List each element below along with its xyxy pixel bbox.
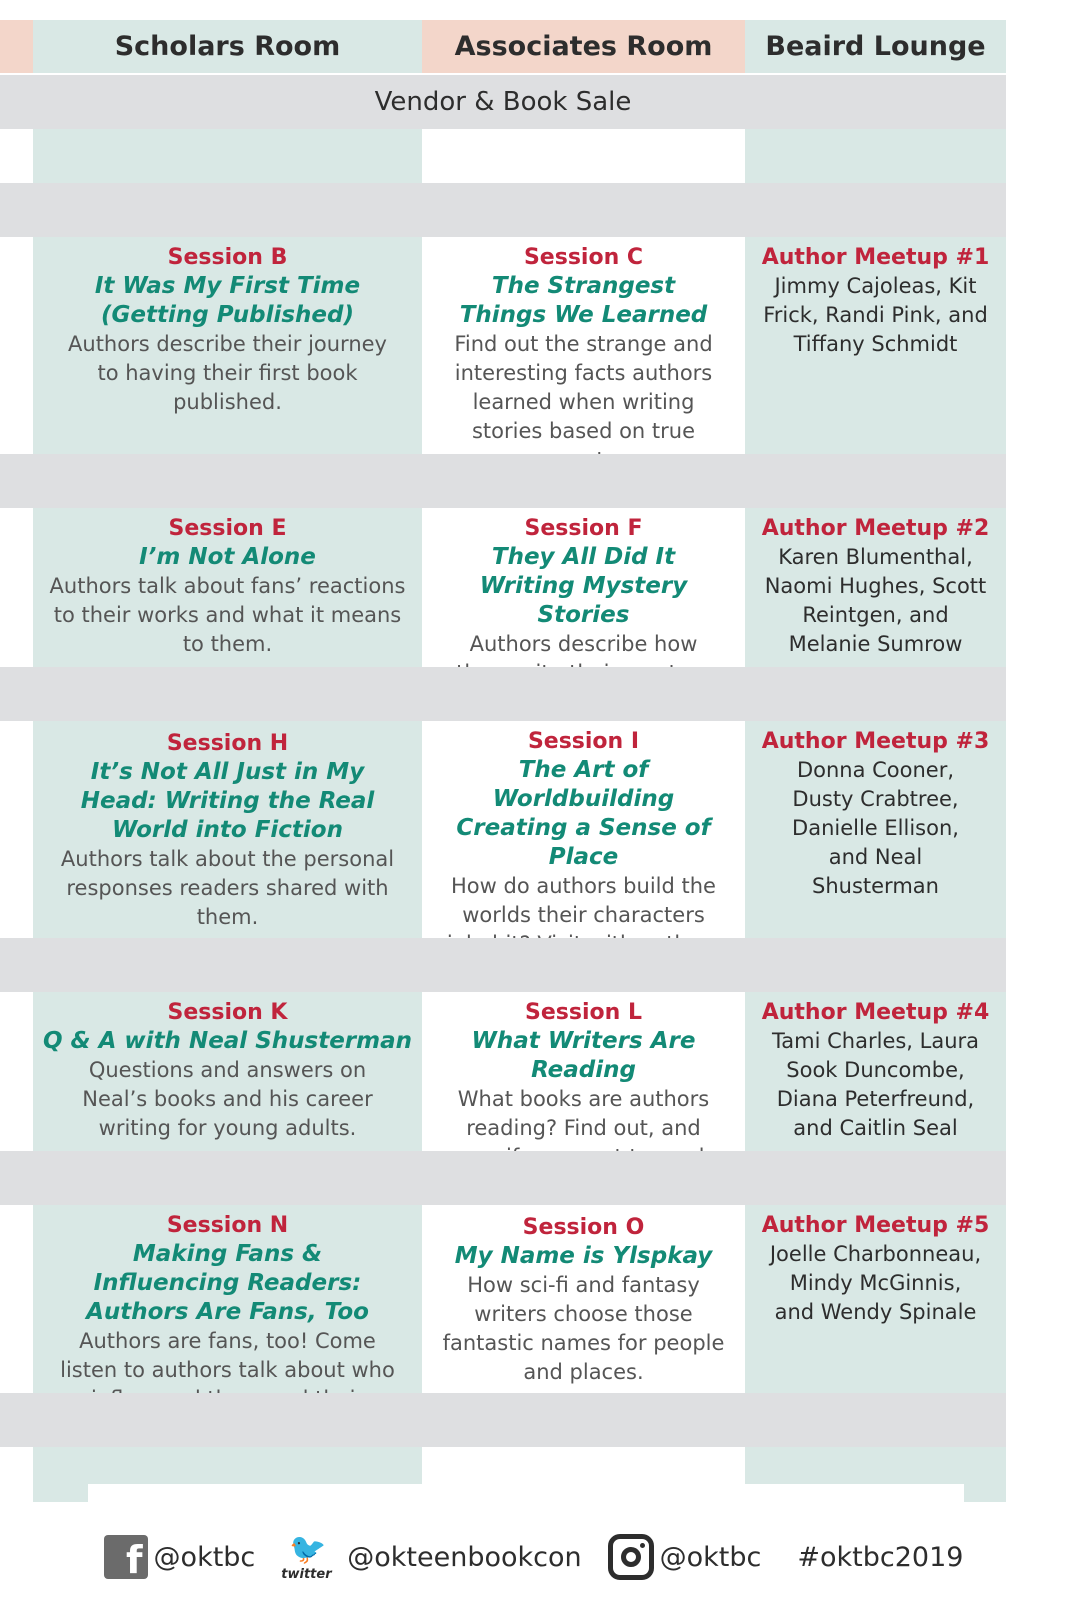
- session-cell: [422, 1205, 745, 1393]
- empty-cell: [33, 129, 422, 183]
- instagram-icon: [608, 1534, 654, 1580]
- facebook-handle: @oktbc: [153, 1541, 256, 1573]
- session-description: Authors talk about the personal responses readers shared with them.: [60, 847, 395, 929]
- session-description: What books are authors reading? Find out, and: [457, 1087, 710, 1140]
- session-title: The Strangest Things We Learned: [459, 273, 708, 328]
- session-description: Authors talk about fans’ reactions to their works and what it means to them.: [49, 574, 406, 656]
- instagram-link[interactable]: [608, 1534, 762, 1580]
- meetup-authors: Jimmy Cajoleas, Kit Frick, Randi Pink, and Tiffany Schmidt: [763, 274, 988, 356]
- session-cell: [422, 237, 745, 454]
- session-title: It’s Not All Just in My Head: Writing the Real World into Fiction: [80, 759, 375, 843]
- session-title: My Name is Ylspkay: [454, 1243, 713, 1269]
- session-code: Session H: [166, 731, 289, 756]
- instagram-handle: @oktbc: [659, 1541, 762, 1573]
- divider-band: [0, 183, 1006, 237]
- session-title: They All Did It Writing Mystery Stories: [479, 544, 688, 628]
- header-left-edge: [0, 20, 33, 73]
- session-title: What Writers Are Reading: [471, 1028, 696, 1083]
- session-code: Session O: [522, 1215, 645, 1240]
- twitter-wordmark: twitter: [281, 1567, 332, 1582]
- session-cell: [33, 721, 422, 938]
- meetup-code: Author Meetup #2: [761, 516, 990, 541]
- social-footer: [0, 1500, 1067, 1614]
- author-meetup-cell: [745, 721, 1006, 938]
- meetup-code: Author Meetup #1: [761, 245, 990, 270]
- session-title: It Was My First Time (Getting Published): [94, 273, 361, 328]
- session-description: Authors are fans, too! Come listen to authors talk about who: [60, 1329, 395, 1382]
- meetup-authors: Joelle Charbonneau, Mindy McGinnis, and Wendy Spinale: [769, 1242, 982, 1324]
- session-cell: [33, 237, 422, 454]
- session-cell: [33, 508, 422, 667]
- divider-band: [0, 938, 1006, 992]
- session-cell: [33, 1205, 422, 1393]
- session-code: Session C: [523, 245, 644, 270]
- session-code: Session N: [166, 1213, 289, 1238]
- hashtag-text: #oktbc2019: [797, 1541, 964, 1573]
- empty-cell: [745, 129, 1006, 183]
- session-code: Session B: [167, 245, 288, 270]
- header-scholars-room: Scholars Room: [33, 20, 422, 73]
- session-description: Authors describe how: [469, 632, 698, 656]
- session-description: How do authors build the worlds their characters: [451, 874, 716, 927]
- author-meetup-cell: [745, 1205, 1006, 1393]
- meetup-code: Author Meetup #3: [761, 729, 990, 754]
- session-code: Session I: [527, 729, 640, 754]
- divider-band: [0, 1151, 1006, 1205]
- divider-band: [0, 454, 1006, 508]
- twitter-icon: 🐦 twitter: [281, 1532, 332, 1582]
- divider-band: [0, 667, 1006, 721]
- twitter-handle: @okteenbookcon: [347, 1541, 582, 1573]
- session-title: Making Fans & Influencing Readers: Authors Are Fans, Too: [86, 1241, 369, 1325]
- session-cell: [422, 992, 745, 1151]
- meetup-authors: Tami Charles, Laura Sook Duncombe, Diana Peterfreund, and Caitlin Seal: [771, 1029, 980, 1140]
- session-description: Questions and answers on Neal’s books and his career writing for young adults.: [82, 1058, 373, 1140]
- session-code: Session F: [524, 516, 643, 541]
- meetup-code: Author Meetup #4: [761, 1000, 990, 1025]
- header-associates-room: Associates Room: [422, 20, 745, 73]
- facebook-icon: f: [104, 1535, 148, 1579]
- meetup-code: Author Meetup #5: [761, 1213, 990, 1238]
- header-beaird-lounge: Beaird Lounge: [745, 20, 1006, 73]
- vendor-book-sale-band: Vendor & Book Sale: [0, 75, 1006, 129]
- meetup-authors: Karen Blumenthal, Naomi Hughes, Scott Reintgen, and Melanie Sumrow: [764, 545, 987, 656]
- session-description: Authors describe their journey to having their first book published.: [68, 332, 387, 414]
- twitter-link[interactable]: [281, 1532, 581, 1582]
- empty-cell: [422, 129, 745, 183]
- session-code: Session E: [168, 516, 287, 541]
- session-code: Session L: [525, 1000, 642, 1025]
- author-meetup-cell: [745, 237, 1006, 454]
- session-cell: [422, 721, 745, 938]
- session-title: I’m Not Alone: [139, 544, 316, 570]
- session-description: How sci-fi and fantasy writers choose those fantastic names for people and places.: [442, 1273, 725, 1384]
- hashtag: [797, 1542, 963, 1573]
- session-cell: [422, 508, 745, 667]
- session-title: Q & A with Neal Shusterman: [43, 1028, 412, 1054]
- session-cell: [33, 992, 422, 1151]
- session-code: Session K: [167, 1000, 288, 1025]
- divider-band: [0, 1393, 1006, 1447]
- author-meetup-cell: [745, 992, 1006, 1151]
- author-meetup-cell: [745, 508, 1006, 667]
- session-description: Find out the strange and interesting facts authors learned when writing stories based on true: [454, 332, 713, 443]
- session-title: The Art of Worldbuilding Creating a Sense of Place: [456, 757, 711, 870]
- meetup-authors: Donna Cooner, Dusty Crabtree, Danielle Ellison, and Neal Shusterman: [792, 758, 959, 898]
- facebook-link[interactable]: [104, 1535, 256, 1582]
